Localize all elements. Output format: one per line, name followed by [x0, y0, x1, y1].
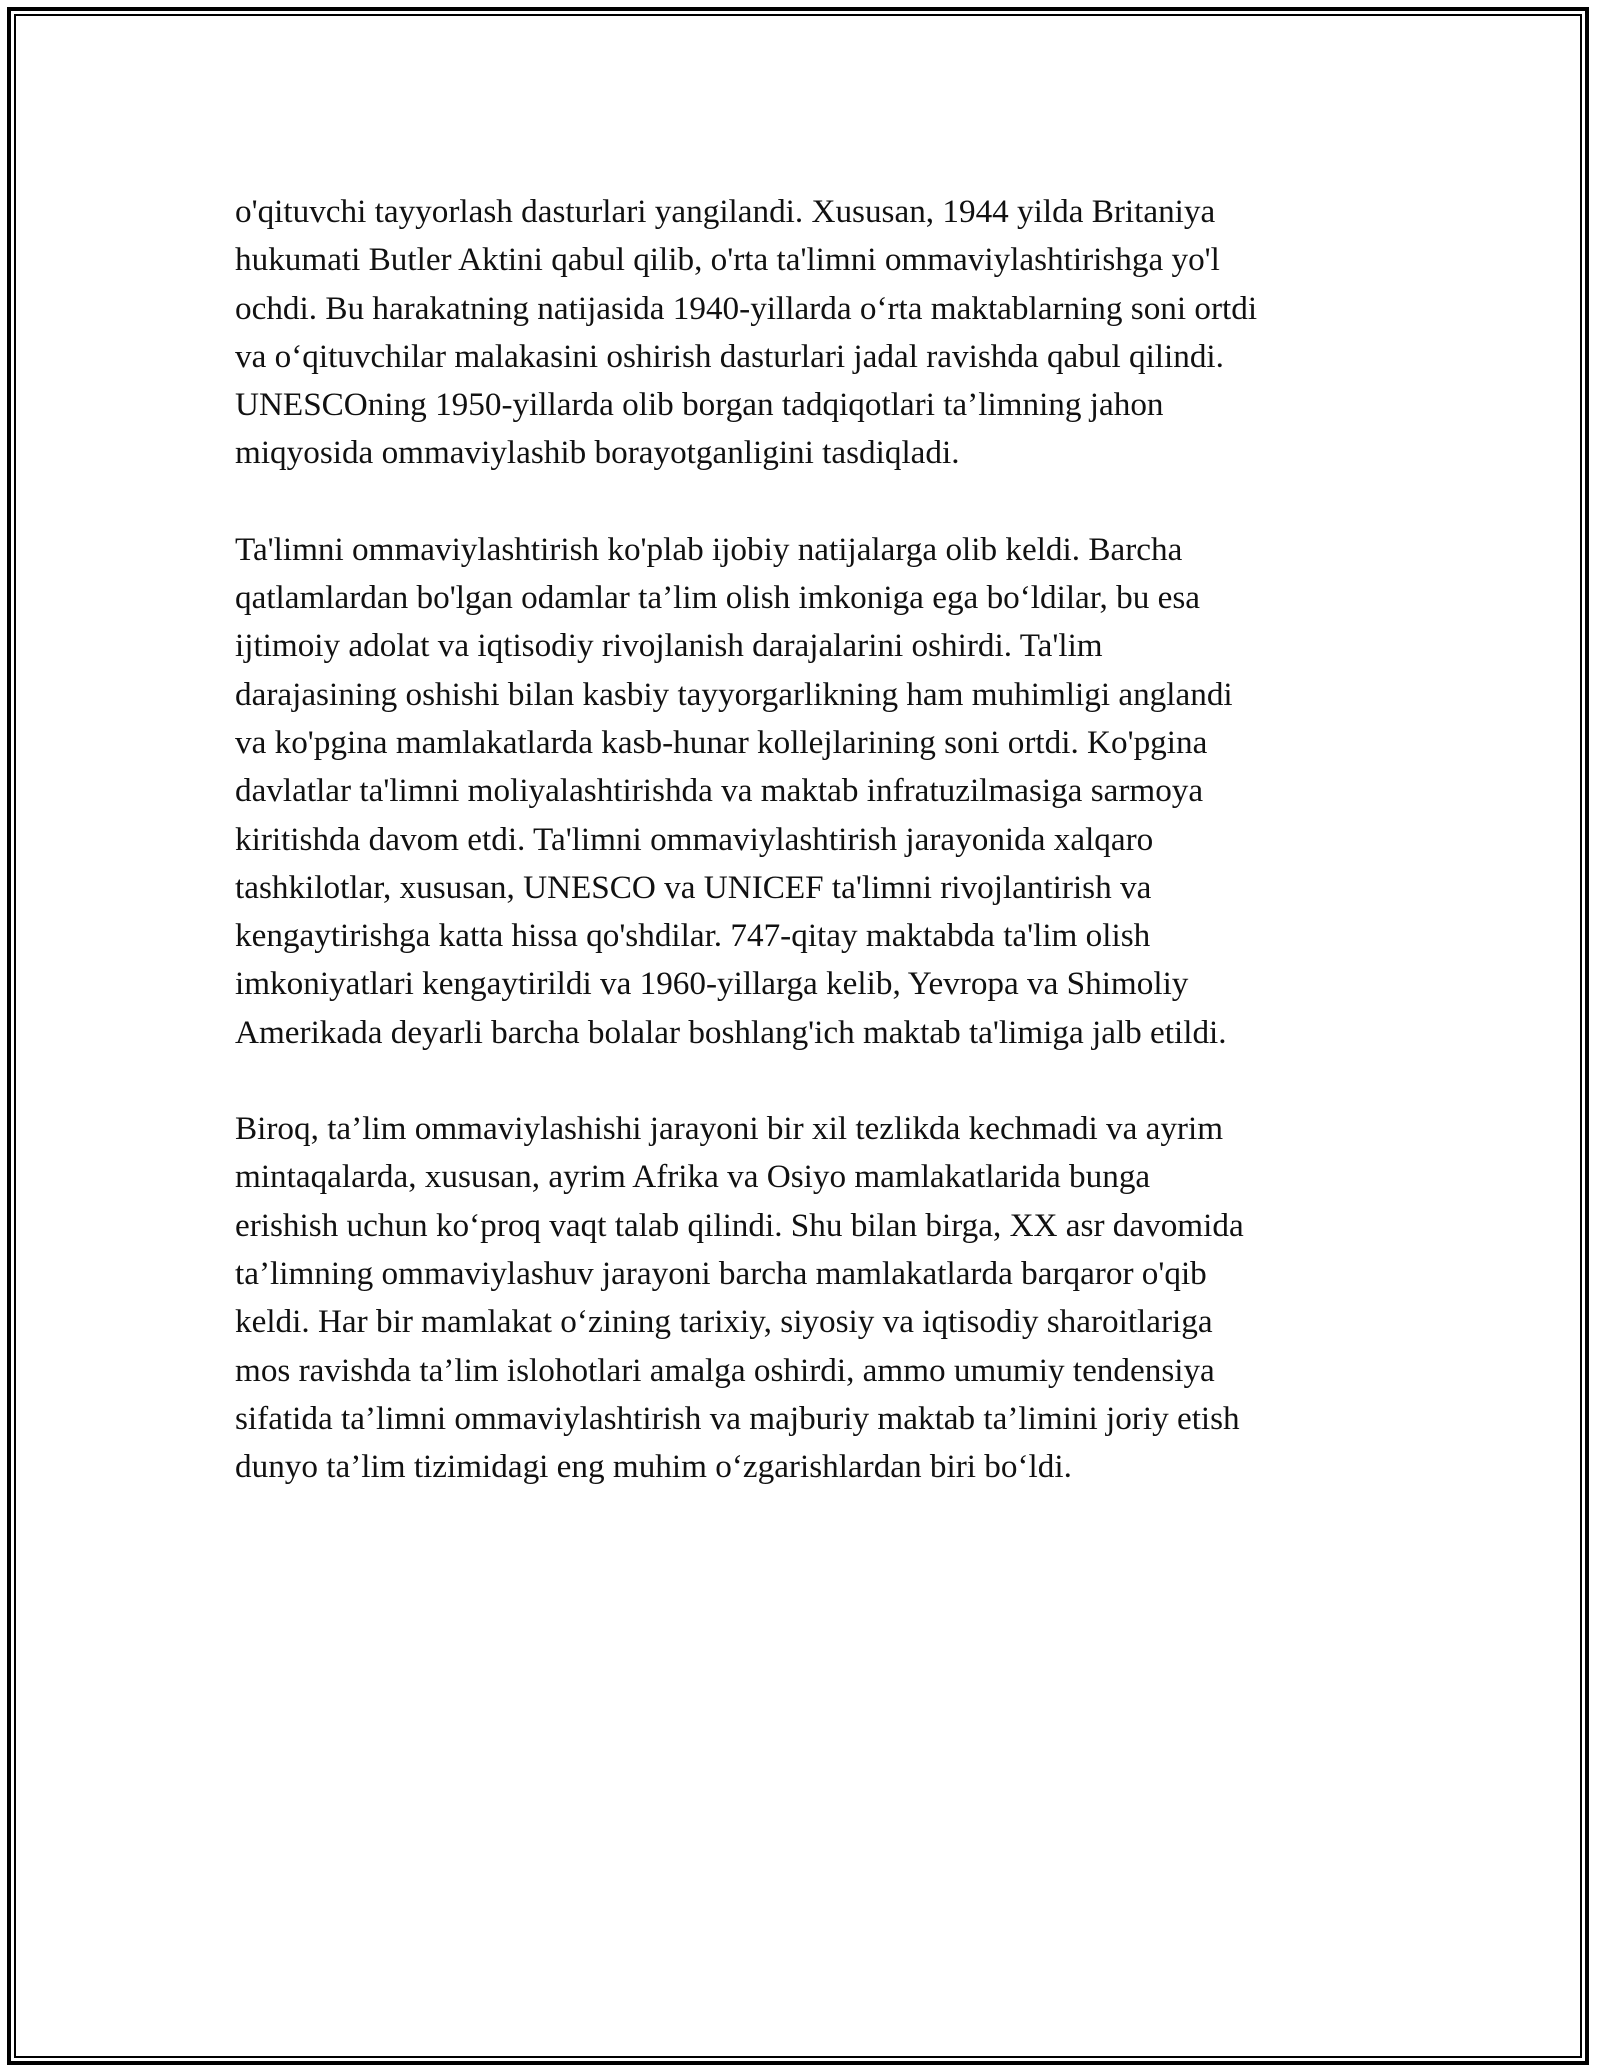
text-line: va ko'pgina mamlakatlarda kasb-hunar kollejlarining soni ortdi. Ko'pgina [235, 723, 1208, 761]
text-line: Amerikada deyarli barcha bolalar boshlang'ich maktab ta'limiga jalb etildi. [235, 1013, 1227, 1051]
text-line: ochdi. Bu harakatning natijasida 1940-yillarda o‘rta maktablarning soni ortdi [235, 289, 1258, 327]
paragraph-1 [235, 188, 1370, 478]
text-line: mintaqalarda, xususan, ayrim Afrika va Osiyo mamlakatlarida bunga [235, 1158, 1151, 1196]
text-line: ta’limning ommaviylashuv jarayoni barcha mamlakatlarda barqaror o'qib [235, 1254, 1207, 1292]
text-line: darajasining oshishi bilan kasbiy tayyorgarlikning ham muhimligi anglandi [235, 675, 1233, 713]
paragraph-2 [235, 526, 1370, 1057]
text-line: keldi. Har bir mamlakat o‘zining tarixiy, siyosiy va iqtisodiy sharoitlariga [235, 1303, 1213, 1341]
text-line: imkoniyatlari kengaytirildi va 1960-yillarga kelib, Yevropa va Shimoliy [235, 965, 1189, 1003]
text-line: Ta'limni ommaviylashtirish ko'plab ijobiy natijalarga olib keldi. Barcha [235, 530, 1183, 568]
paragraph-3 [235, 1105, 1370, 1491]
text-line: ijtimoiy adolat va iqtisodiy rivojlanish darajalarini oshirdi. Ta'lim [235, 627, 1103, 665]
text-line: mos ravishda ta’lim islohotlari amalga oshirdi, ammo umumiy tendensiya [235, 1351, 1215, 1389]
text-line: o'qituvchi tayyorlash dasturlari yangilandi. Xususan, 1944 yilda Britaniya [235, 193, 1216, 230]
text-line: davlatlar ta'limni moliyalashtirishda va maktab infratuzilmasiga sarmoya [235, 772, 1204, 810]
text-line: qatlamlardan bo'lgan odamlar ta’lim olish imkoniga ega bo‘ldilar, bu esa [235, 579, 1200, 617]
text-line: kiritishda davom etdi. Ta'limni ommaviylashtirish jarayonida xalqaro [235, 820, 1154, 858]
text-line: UNESCOning 1950-yillarda olib borgan tadqiqotlari ta’limning jahon [235, 386, 1164, 424]
document-body [235, 188, 1370, 1539]
text-line: erishish uchun ko‘proq vaqt talab qilindi. Shu bilan birga, XX asr davomida [235, 1206, 1244, 1244]
text-line: miqyosida ommaviylashib borayotganligini tasdiqladi. [235, 434, 960, 472]
text-line: hukumati Butler Aktini qabul qilib, o'rta ta'limni ommaviylashtirishga yo'l [235, 241, 1220, 279]
text-line: dunyo ta’lim tizimidagi eng muhim o‘zgarishlardan biri bo‘ldi. [235, 1448, 1072, 1486]
text-line: sifatida ta’limni ommaviylashtirish va majburiy maktab ta’limini joriy etish [235, 1399, 1240, 1437]
text-line: kengaytirishga katta hissa qo'shdilar. 747-qitay maktabda ta'lim olish [235, 917, 1151, 955]
text-line: tashkilotlar, xususan, UNESCO va UNICEF ta'limni rivojlantirish va [235, 868, 1152, 906]
text-line: Biroq, ta’lim ommaviylashishi jarayoni bir xil tezlikda kechmadi va ayrim [235, 1110, 1224, 1148]
text-line: va o‘qituvchilar malakasini oshirish dasturlari jadal ravishda qabul qilindi. [235, 337, 1224, 375]
